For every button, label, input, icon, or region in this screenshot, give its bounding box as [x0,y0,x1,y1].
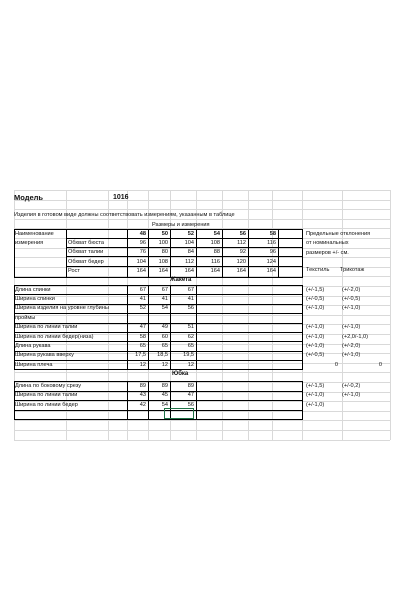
tolerance-header: Предельные отклонения [306,231,371,237]
size-table-rowline [66,247,302,248]
spec-value: 41 [161,295,168,302]
fabric-knit: Трикотаж [340,267,365,273]
tolerance-knit: (+/-1,0) [342,392,361,398]
model-label: Модель [14,193,44,202]
tolerance-knit: (+/-2,0) [342,286,361,293]
size-table-colline [196,229,197,277]
tolerance-knit: (+/-0,5) [342,295,361,302]
spec-value: 58 [139,333,146,340]
spec-value: 43 [139,392,146,398]
skirt-table-rowline [14,410,302,411]
spec-label: проймы [15,314,36,321]
col-name-label: Наименование [15,231,54,237]
spec-label: Ширина по линии талии [15,392,78,398]
spec-value: 12 [187,361,194,368]
size-table-border-top [14,229,302,230]
measurement-value: 164 [266,268,276,275]
tolerance-knit: (+/-1,0) [342,324,361,331]
spec-label: Ширина изделия на уровне глубины [15,305,109,312]
gridline-horizontal [14,315,390,316]
tolerance-knit: (+2,0/-1,0) [342,333,368,340]
tolerance-textile: (+/-0,5) [306,295,325,302]
spec-label: Длина спинки [15,286,51,293]
measurement-value: 164 [236,268,246,275]
skirt-table-border-right [302,381,303,419]
tolerance-knit: 0 [378,361,382,368]
spec-label: Длина рукава [15,342,51,349]
gridline-horizontal [14,200,390,201]
measurement-value: 112 [237,240,246,246]
table-note: Изделия в готовом виде должны соответствовать измерениям, указанным в таблице [14,212,235,218]
size-table-colline [248,229,249,277]
measurement-value: 124 [266,258,276,265]
tolerance-knit: (+/-1,0) [342,352,361,359]
measurement-value: 92 [239,249,246,256]
measurement-label: Обхват бюста [68,240,104,246]
gridline-horizontal [14,286,390,287]
spec-value: 56 [187,401,194,408]
fabric-textile: Текстиль [306,267,330,273]
gridline-horizontal [14,420,390,421]
measurement-value: 164 [210,268,220,275]
size-header-cell: 48 [139,231,146,237]
sizes-caption: Размеры и измерения [152,222,210,228]
jacket-table-colline [196,285,197,369]
model-number: 1016 [113,194,129,201]
size-table-colline [278,229,279,277]
spec-label: Длина по боковому срезу [15,382,82,389]
spec-label: Ширина плеча [15,361,53,368]
size-header-cell: 52 [187,231,194,237]
size-header-cell: 50 [161,231,168,237]
measurement-value: 96 [269,249,276,256]
measurement-label: Обхват талии [68,249,104,256]
spec-value: 54 [161,305,168,312]
spec-value: 65 [187,342,194,349]
size-table-colline [222,229,223,277]
spec-value: 65 [139,342,146,349]
spec-value: 41 [139,295,146,302]
gridline-horizontal [14,411,390,412]
tolerance-textile: (+/-1,5) [306,382,325,389]
spec-label: Ширина рукава вверху [15,352,74,359]
measurement-value: 164 [184,268,194,275]
spec-value: 89 [187,382,194,389]
size-table-border-bottom [14,277,303,278]
measurement-value: 104 [184,240,194,246]
size-table-colline [170,229,171,277]
jacket-table-border-bottom [14,369,303,370]
jacket-table-rowline [14,313,302,314]
spec-label: Ширина по линии бедер [15,401,78,408]
measurement-value: 84 [187,249,194,256]
spec-value: 52 [139,305,146,312]
gridline-horizontal [14,344,390,345]
spec-value: 56 [187,305,194,312]
measurement-value: 88 [213,249,220,256]
spec-value: 89 [139,382,146,389]
measurement-label: Рост [68,268,80,275]
gridline-horizontal [14,430,390,431]
spec-value: 18,5 [157,352,168,359]
size-table-colline [66,229,67,277]
tolerance-textile: (+/-1,5) [306,286,325,293]
size-table-rowline [66,266,302,267]
tolerance-textile: (+/-1,0) [306,305,325,312]
spec-value: 19,5 [183,352,194,359]
spec-value: 65 [161,342,168,349]
skirt-table-border-bottom [14,419,303,420]
tolerance-textile: (+/-1,0) [306,324,325,331]
col-name-label-2: измерения [15,240,44,246]
spec-value: 60 [161,333,168,340]
spec-label: Ширина спинки [15,295,55,302]
size-table-rowline [66,238,302,239]
tolerance-header-2: от номинальных [306,240,349,246]
skirt-title: Юбка [172,371,189,377]
spec-value: 47 [139,324,146,331]
gridline-horizontal [14,372,390,373]
measurement-value: 116 [211,258,220,265]
measurement-value: 80 [161,249,168,256]
tolerance-textile: (+/-1,0) [306,333,325,340]
tolerance-header-3: размеров +/- см. [306,250,349,256]
measurement-value: 116 [267,240,276,246]
measurement-label: Обхват бедер [68,258,104,265]
spec-value: 45 [161,392,168,398]
measurement-value: 96 [139,240,146,246]
spec-value: 54 [161,401,168,408]
gridline-vertical [390,190,391,440]
size-table-border-right [302,229,303,277]
jacket-title: Жакета [170,277,192,283]
tolerance-textile: (+/-1,0) [306,342,325,349]
gridline-horizontal [14,296,390,297]
gridline-horizontal [14,209,390,210]
measurement-value: 112 [185,258,194,265]
size-header-cell: 56 [239,231,246,237]
tolerance-knit: (+/-2,0) [342,342,361,349]
spec-value: 42 [139,401,146,408]
gridline-horizontal [14,440,390,441]
tolerance-textile: (+/-0,5) [306,352,325,359]
measurement-value: 104 [136,258,146,265]
size-header-cell: 58 [269,231,276,237]
active-cell[interactable] [164,408,194,419]
spec-value: 12 [139,361,146,368]
tolerance-textile: (+/-1,0) [306,392,325,398]
tolerance-textile: 0 [334,361,338,368]
spec-value: 67 [187,286,194,293]
spec-value: 51 [187,324,194,331]
measurement-value: 76 [139,249,146,256]
spec-value: 41 [187,295,194,302]
spec-value: 49 [161,324,168,331]
tolerance-knit: (+/-1,0) [342,305,361,312]
spec-label: Ширина по линии бедер(низа) [15,333,94,340]
tolerance-textile: (+/-1,0) [306,401,325,408]
spec-value: 67 [139,286,146,293]
spec-value: 12 [161,361,168,368]
measurement-value: 108 [210,240,220,246]
tolerance-knit: (+/-0,2) [342,382,361,389]
measurement-value: 164 [136,268,146,275]
gridline-horizontal [14,190,390,191]
measurement-value: 120 [236,258,246,265]
spec-value: 17,5 [135,352,146,359]
spec-value: 62 [187,333,194,340]
size-header-cell: 54 [213,231,220,237]
spec-label: Ширина по линии талии [15,324,78,331]
measurement-value: 108 [158,258,168,265]
spec-value: 89 [161,382,168,389]
spec-value: 47 [187,392,194,398]
spec-value: 67 [161,286,168,293]
measurement-value: 100 [158,240,168,246]
measurement-value: 164 [158,268,168,275]
jacket-table-border-right [302,285,303,369]
